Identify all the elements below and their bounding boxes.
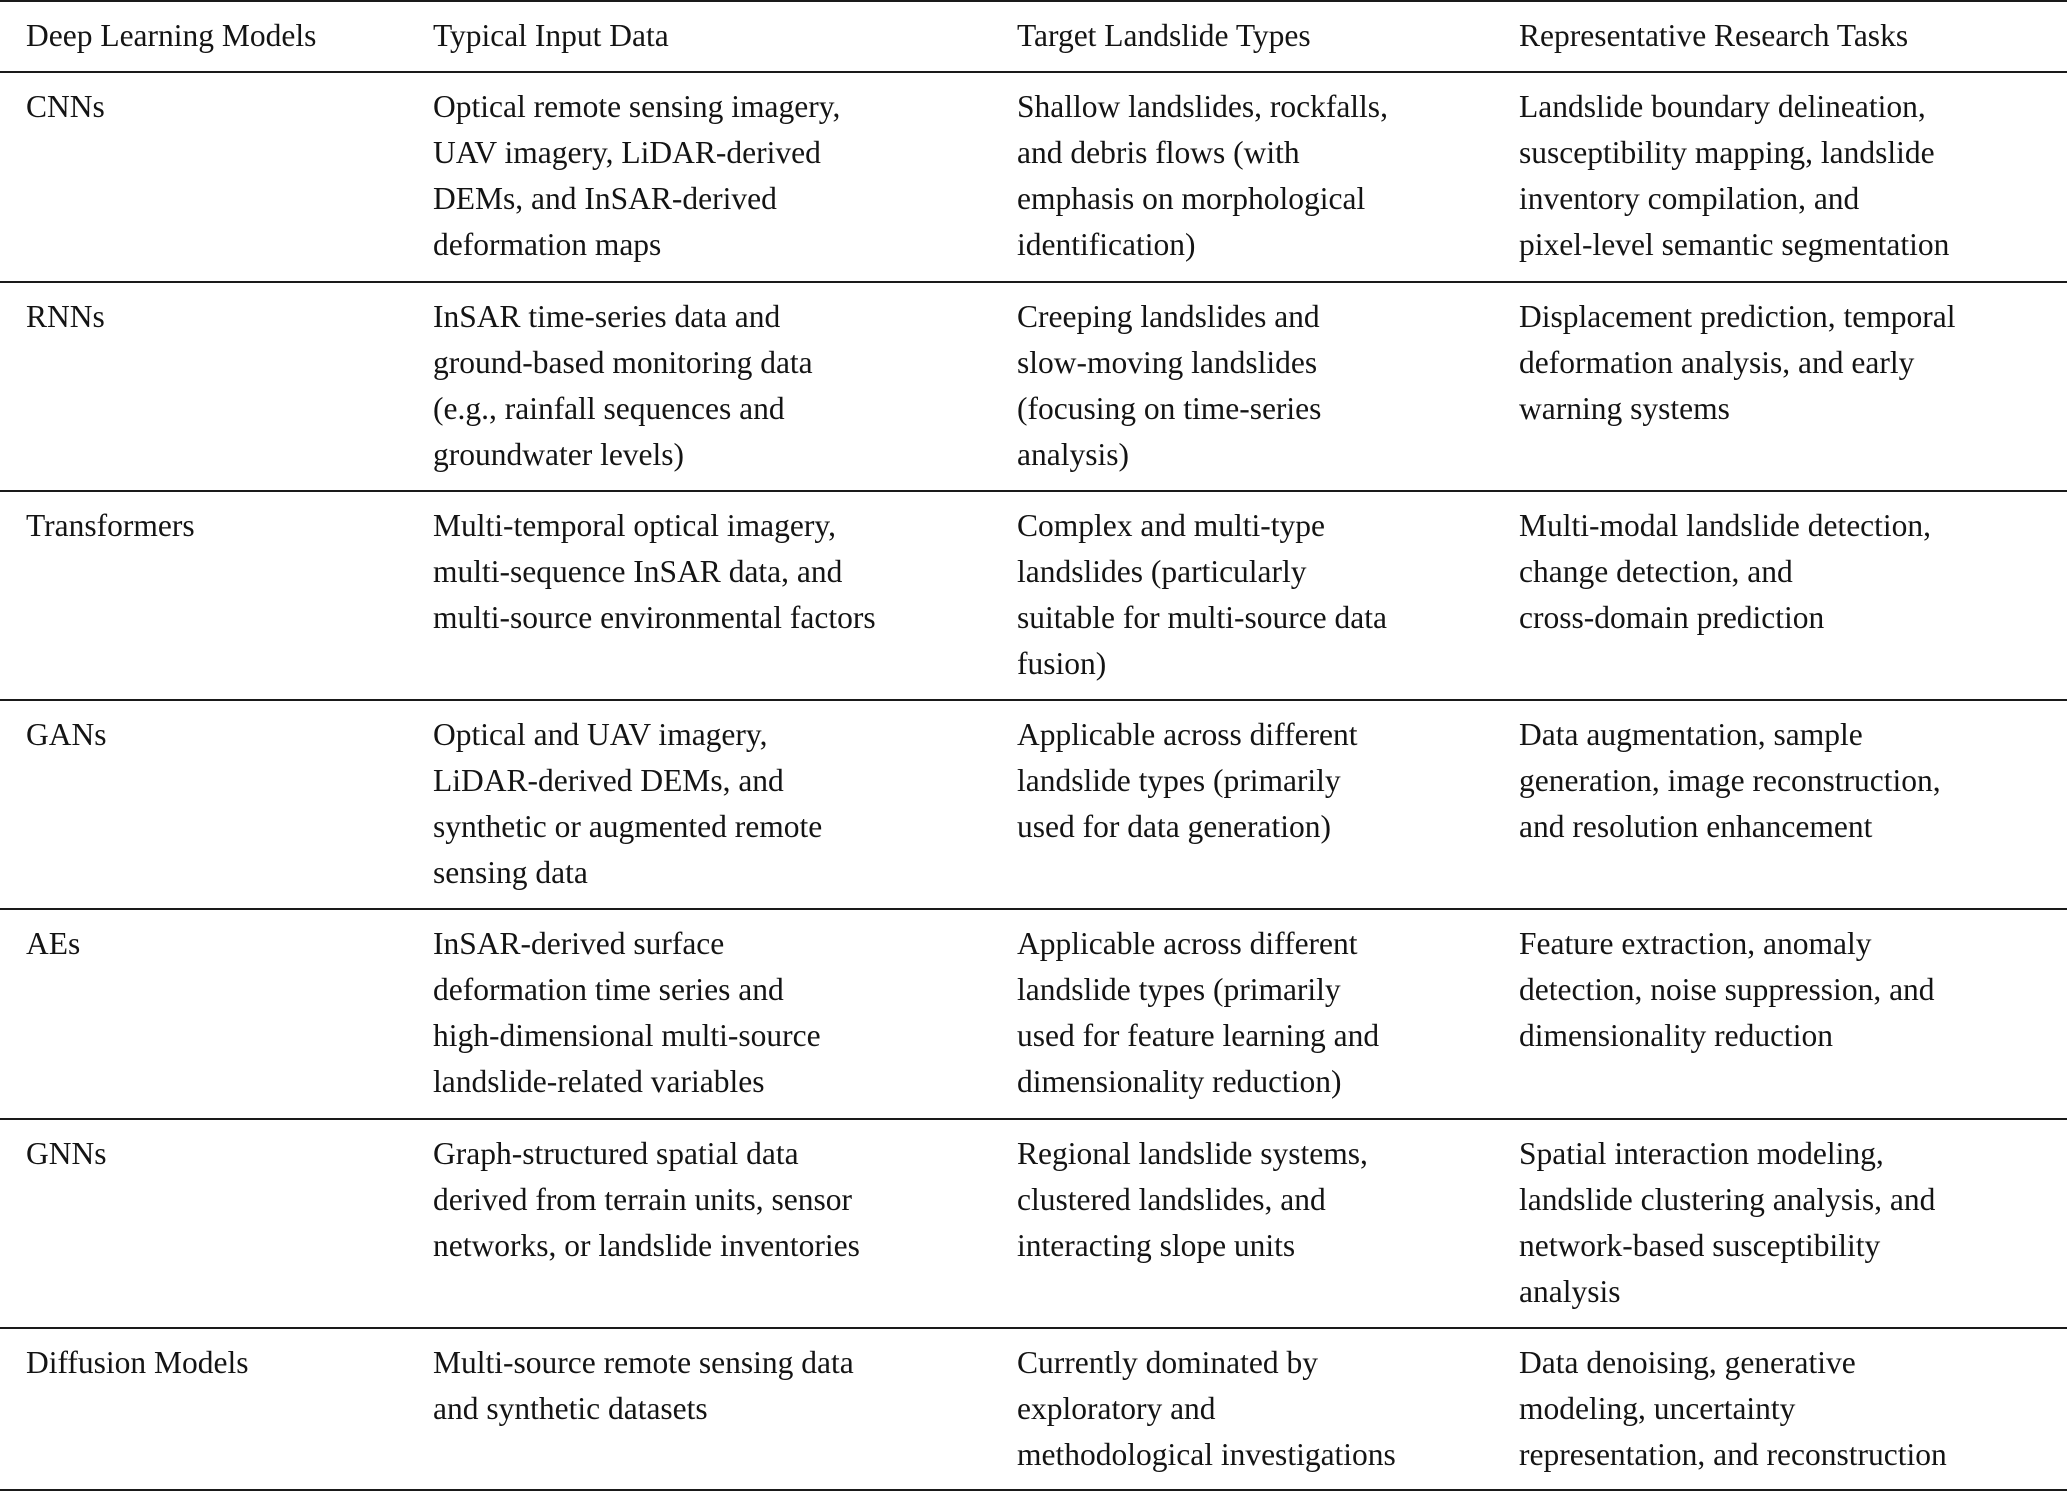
input-data-cell: Optical remote sensing imagery, UAV imagery, LiDAR-derived DEMs, and InSAR-derived deformation maps [433, 89, 841, 262]
model-cell: GANs [26, 717, 107, 752]
research-tasks-cell: Multi-modal landslide detection, change detection, and cross-domain prediction [1519, 508, 1932, 635]
table-row [0, 283, 2067, 491]
input-data-cell: Multi-source remote sensing data and synthetic datasets [433, 1345, 854, 1426]
header-row [0, 0, 2067, 72]
landslide-types-cell: Regional landslide systems, clustered landslides, and interacting slope units [1017, 1136, 1368, 1263]
landslide-types-cell: Applicable across different landslide types (primarily used for data generation) [1017, 717, 1358, 844]
input-data-cell: Graph-structured spatial data derived from terrain units, sensor networks, or landslide inventories [433, 1136, 860, 1263]
model-cell: GNNs [26, 1136, 107, 1171]
model-cell: AEs [26, 926, 81, 961]
table-row [0, 492, 2067, 699]
model-cell: Transformers [26, 508, 195, 543]
model-cell: Diffusion Models [26, 1345, 249, 1380]
research-tasks-cell: Feature extraction, anomaly detection, noise suppression, and dimensionality reduction [1519, 926, 1935, 1053]
header-cell: Representative Research Tasks [1519, 18, 1909, 53]
research-tasks-cell: Landslide boundary delineation, susceptibility mapping, landslide inventory compilation, and pixel-level semantic segmentation [1519, 89, 1950, 262]
input-data-cell: Optical and UAV imagery, LiDAR-derived DEMs, and synthetic or augmented remote sensing data [433, 717, 823, 890]
research-tasks-cell: Data denoising, generative modeling, uncertainty representation, and reconstruction [1519, 1345, 1947, 1472]
table-row [0, 73, 2067, 281]
table-row [0, 910, 2067, 1118]
input-data-cell: Multi-temporal optical imagery, multi-sequence InSAR data, and multi-source environmental factors [433, 508, 876, 635]
header-cell: Deep Learning Models [26, 18, 317, 53]
landslide-types-cell: Currently dominated by exploratory and methodological investigations [1017, 1345, 1396, 1472]
header-cell: Target Landslide Types [1017, 18, 1311, 53]
table-row [0, 1329, 2067, 1489]
landslide-types-cell: Shallow landslides, rockfalls, and debris flows (with emphasis on morphological identification) [1017, 89, 1388, 262]
bottom-rule [0, 1489, 2067, 1491]
research-tasks-cell: Spatial interaction modeling, landslide clustering analysis, and network-based susceptibility analysis [1519, 1136, 1936, 1309]
research-tasks-cell: Displacement prediction, temporal deformation analysis, and early warning systems [1519, 299, 1956, 426]
model-cell: RNNs [26, 299, 105, 334]
header-cell: Typical Input Data [433, 18, 669, 53]
research-tasks-cell: Data augmentation, sample generation, image reconstruction, and resolution enhancement [1519, 717, 1941, 844]
landslide-types-cell: Applicable across different landslide types (primarily used for feature learning and dimensionality reduction) [1017, 926, 1380, 1099]
model-cell: CNNs [26, 89, 105, 124]
landslide-types-cell: Creeping landslides and slow-moving landslides (focusing on time-series analysis) [1017, 299, 1322, 472]
input-data-cell: InSAR-derived surface deformation time series and high-dimensional multi-source landslide-related variables [433, 926, 821, 1099]
table-row [0, 701, 2067, 909]
table-row [0, 1120, 2067, 1327]
landslide-types-cell: Complex and multi-type landslides (particularly suitable for multi-source data fusion) [1017, 508, 1388, 681]
input-data-cell: InSAR time-series data and ground-based monitoring data (e.g., rainfall sequences and groundwater levels) [433, 299, 813, 472]
